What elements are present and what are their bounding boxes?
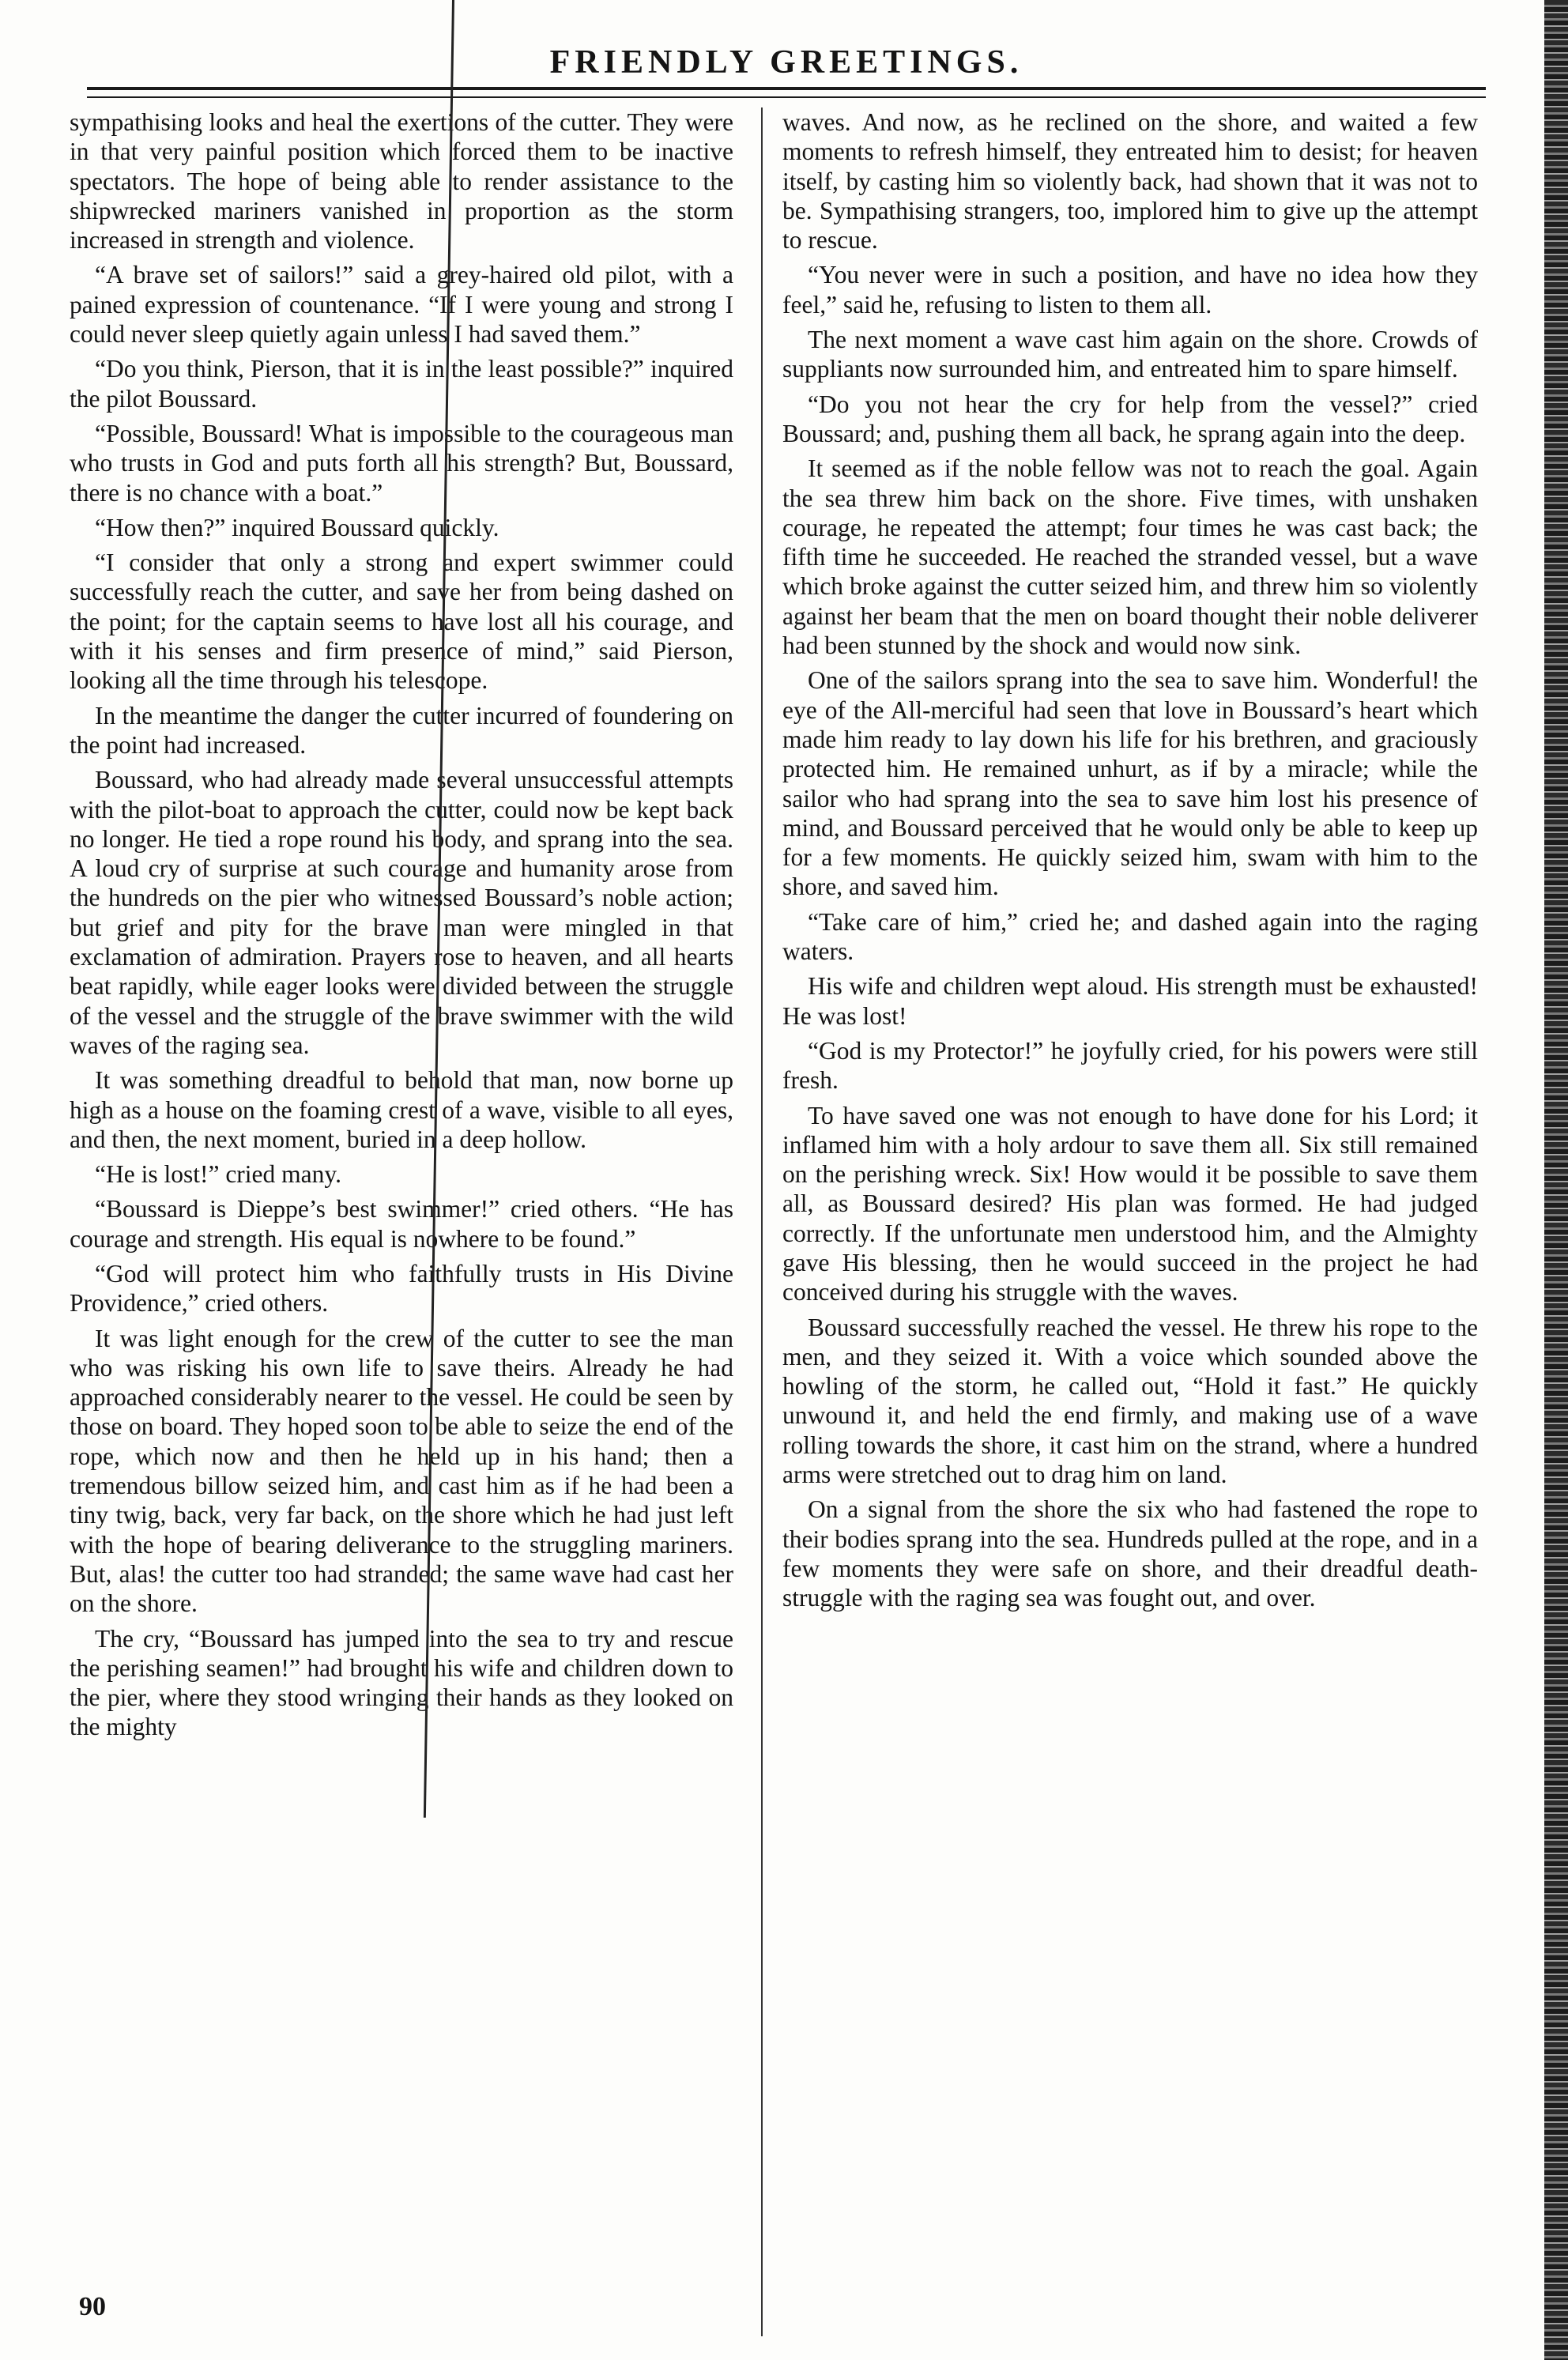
paragraph: “Do you think, Pierson, that it is in the least possible?” inquired the pilot Boussard. [70, 355, 733, 413]
paragraph: His wife and children wept aloud. His strength must be exhausted! He was lost! [782, 972, 1478, 1030]
paragraph: “God will protect him who faithfully trusts in His Divine Providence,” cried others. [70, 1259, 733, 1318]
column-divider [761, 107, 763, 2336]
paragraph: “Possible, Boussard! What is impossible to the courageous man who trusts in God and puts forth all his strength? But, Boussard, there is no chance with a boat.” [70, 419, 733, 507]
running-head: FRIENDLY GREETINGS. [549, 44, 1023, 81]
paragraph: It was light enough for the crew of the cutter to see the man who was risking his own life to save theirs. Already he had approached considerably nearer to the vessel. He could be seen by those on board. They hoped soon to be able to seize the end of the rope, which now and then he held up in his hand; then a tremendous billow seized him, and cast him as if he had been a tiny twig, back, very far back, on the shore which he had just left with the hope of bearing deliverance to the struggling mariners. But, alas! the cutter too had stranded; the same wave had cast her on the shore. [70, 1324, 733, 1618]
paragraph: It was something dreadful to behold that man, now borne up high as a house on the foaming crest of a wave, visible to all eyes, and then, the next moment, buried in a deep hollow. [70, 1066, 733, 1153]
scan-edge-strip [1544, 0, 1568, 2360]
header-rule-thin [87, 96, 1486, 98]
paragraph: “How then?” inquired Boussard quickly. [95, 513, 499, 541]
paragraph: One of the sailors sprang into the sea to save him. Wonderful! the eye of the All-merciful had seen that love in Boussard’s heart which made him ready to lay down his life for his brethren, and graciously protected him. He remained unhurt, as if by a miracle; while the sailor who had sprang into the sea to save him lost his presence of mind, and Boussard perceived that he would only be able to keep up for a few moments. He quickly seized him, swam with him to the shore, and saved him. [782, 666, 1478, 901]
paragraph: On a signal from the shore the six who had fastened the rope to their bodies sprang into the sea. Hundreds pulled at the rope, and in a few moments they were safe on shore, and their dreadful death-struggle with the raging sea was fought out, and over. [782, 1495, 1478, 1612]
paragraph: waves. And now, as he reclined on the shore, and waited a few moments to refresh himself, they entreated him to desist; for heaven itself, by casting him so violently back, had shown that it was not to be. Sympathising strangers, too, implored him to give up the attempt to rescue. [782, 108, 1478, 254]
paragraph: In the meantime the danger the cutter incurred of foundering on the point had increased. [70, 701, 733, 759]
paragraph: “He is lost!” cried many. [95, 1160, 341, 1189]
paragraph: It seemed as if the noble fellow was not to reach the goal. Again the sea threw him back on the shore. Five times, with unshaken courage, he repeated the attempt; four times he was cast back; the fifth time he succeeded. He reached the stranded vessel, but a wave which broke against the cutter seized him, and threw him so violently against her beam that the men on board thought their noble deliverer had been stunned by the shock and would now sink. [782, 454, 1478, 660]
paragraph: sympathising looks and heal the exertions of the cutter. They were in that very painful position which forced them to be inactive spectators. The hope of being able to render assistance to the shipwrecked mariners vanished in proportion as the storm increased in strength and violence. [70, 108, 733, 254]
right-column [782, 107, 1478, 2320]
paragraph: The cry, “Boussard has jumped into the sea to try and rescue the perishing seamen!” had brought his wife and children down to the pier, where they stood wringing their hands as they looked on the mighty [70, 1624, 733, 1741]
paragraph: The next moment a wave cast him again on the shore. Crowds of suppliants now surrounded him, and entreated him to spare himself. [782, 326, 1478, 383]
paragraph: “You never were in such a position, and have no idea how they feel,” said he, refusing to listen to them all. [782, 261, 1478, 319]
paragraph: “Do you not hear the cry for help from the vessel?” cried Boussard; and, pushing them all back, he sprang again into the deep. [782, 390, 1478, 447]
paragraph: “Take care of him,” cried he; and dashed again into the raging waters. [782, 907, 1478, 966]
paragraph: Boussard successfully reached the vessel. He threw his rope to the men, and they seized it. With a voice which sounded above the howling of the storm, he called out, “Hold it fast.” He quickly unwound it, and held the end firmly, and making use of a wave rolling towards the shore, it cast him on the strand, where a hundred arms were stretched out to drag him on land. [782, 1313, 1478, 1489]
paragraph: “A brave set of sailors!” said a grey-haired old pilot, with a pained expression of countenance. “If I were young and strong I could never sleep quietly again unless I had saved them.” [70, 261, 733, 349]
paragraph: “I consider that only a strong and expert swimmer could successfully reach the cutter, and save her from being dashed on the point; for the captain seems to have lost all his courage, and with it his senses and firm presence of mind,” said Pierson, looking all the time through his telescope. [70, 549, 733, 695]
header-rule-thick [87, 87, 1486, 90]
paragraph: “God is my Protector!” he joyfully cried, for his powers were still fresh. [782, 1036, 1478, 1095]
left-column [70, 107, 733, 2320]
page-number: 90 [79, 2292, 106, 2321]
paragraph: To have saved one was not enough to have done for his Lord; it inflamed him with a holy ardour to save them all. Six still remained on the perishing wreck. Six! How would it be possible to save them all, as Boussard desired? His plan was formed. He had judged correctly. If the unfortunate men understood him, and the Almighty gave His blessing, then he would succeed in the project he had conceived during his struggle with the waves. [782, 1101, 1478, 1306]
paragraph: Boussard, who had already made several unsuccessful attempts with the pilot-boat to approach the cutter, could now be kept back no longer. He tied a rope round his body, and sprang into the sea. A loud cry of surprise at such courage and humanity arose from the hundreds on the pier who witnessed Boussard’s noble action; but grief and pity for the brave man were mingled in that exclamation of admiration. Prayers rose to heaven, and all hearts beat rapidly, while eager looks were divided between the struggle of the vessel and the struggle of the brave swimmer with the wild waves of the raging sea. [70, 766, 733, 1059]
paragraph: “Boussard is Dieppe’s best swimmer!” cried others. “He has courage and strength. His equal is nowhere to be found.” [70, 1195, 733, 1253]
